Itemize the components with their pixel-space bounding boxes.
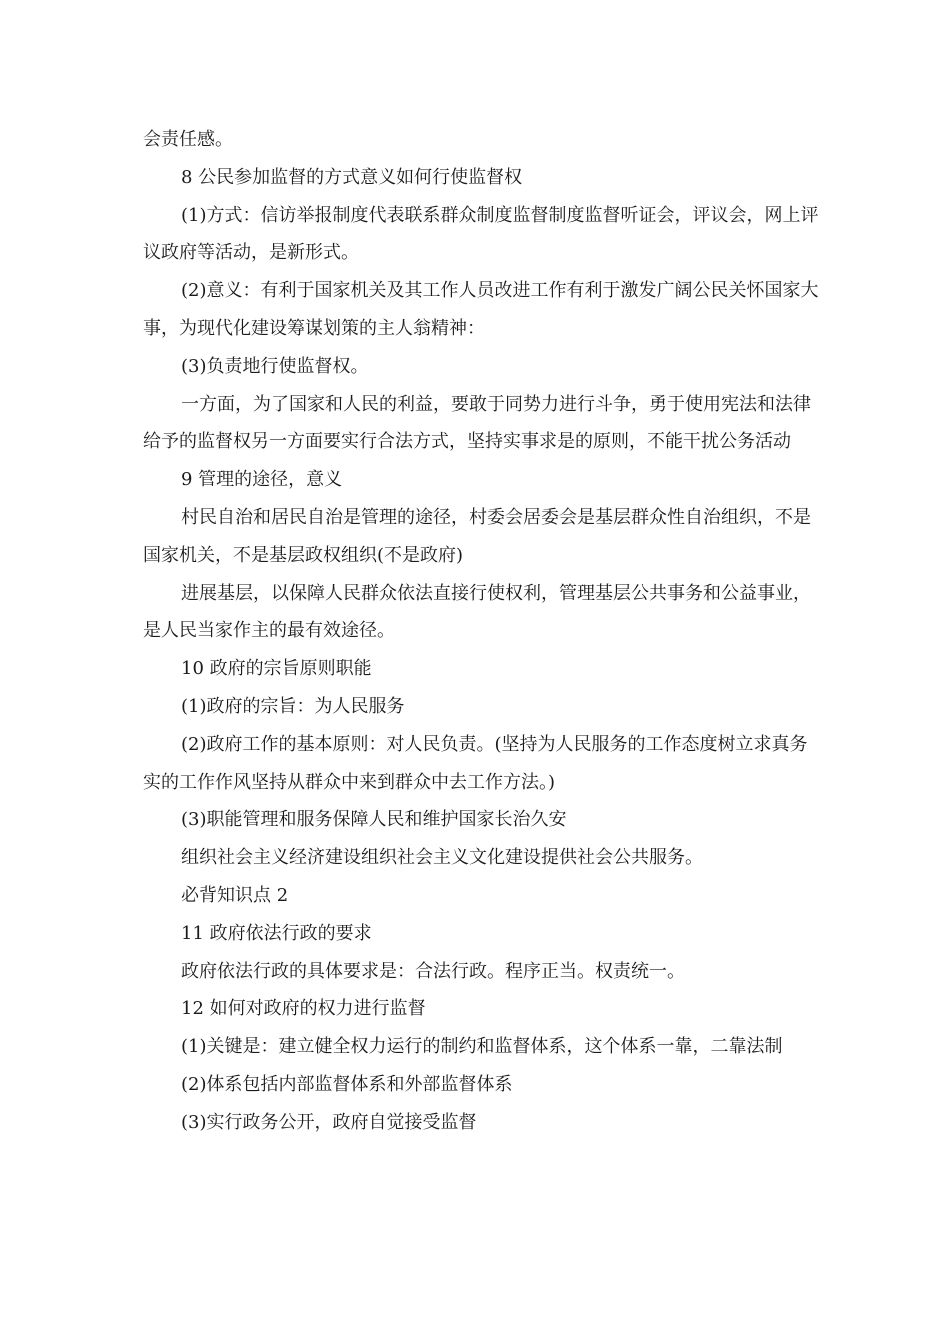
paragraph-key: (1)关键是：建立健全权力运行的制约和监督体系，这个体系一靠，二靠法制 xyxy=(181,1036,783,1058)
heading-item-11: 11 政府依法行政的要求 xyxy=(181,922,372,944)
paragraph-on-one-hand: 一方面，为了国家和人民的利益，要敢于同势力进行斗争，勇于使用宪法和法律给予的监督权另一方面要实行合法方式，坚持实事求是的原则，不能干扰公务活动 xyxy=(143,393,811,453)
document-body xyxy=(143,121,823,1142)
heading-item-9: 9 管理的途径，意义 xyxy=(181,469,343,491)
heading-item-10: 10 政府的宗旨原则职能 xyxy=(181,658,372,680)
paragraph-continuation: 会责任感。 xyxy=(143,129,233,150)
paragraph-grassroots: 进展基层，以保障人民群众依法直接行使权利，管理基层公共事务和公益事业，是人民当家作主的最有效途径。 xyxy=(143,582,811,642)
paragraph-methods: (1)方式：信访举报制度代表联系群众制度监督制度监督听证会，评议会，网上评议政府等活动，是新形式。 xyxy=(143,204,819,264)
paragraph-significance: (2)意义：有利于国家机关及其工作人员改进工作有利于激发广阔公民关怀国家大事，为现代化建设筹谋划策的主人翁精神： xyxy=(143,280,819,339)
paragraph-purpose: (1)政府的宗旨：为人民服务 xyxy=(181,695,405,717)
paragraph-requirements: 政府依法行政的具体要求是：合法行政。程序正当。权责统一。 xyxy=(181,960,685,982)
section-title-2: 必背知识点 2 xyxy=(181,884,289,906)
paragraph-self-governance: 村民自治和居民自治是管理的途径，村委会居委会是基层群众性自治组织，不是国家机关，不是基层政权组织(不是政府) xyxy=(143,506,811,566)
paragraph-openness: (3)实行政务公开，政府自觉接受监督 xyxy=(181,1111,477,1133)
paragraph-exercise-supervision: (3)负责地行使监督权。 xyxy=(181,355,369,377)
heading-item-8: 8 公民参加监督的方式意义如何行使监督权 xyxy=(181,166,523,188)
paragraph-principle: (2)政府工作的基本原则：对人民负责。(坚持为人民服务的工作态度树立求真务实的工作作风坚持从群众中来到群众中去工作方法。) xyxy=(143,733,808,793)
heading-item-12: 12 如何对政府的权力进行监督 xyxy=(181,998,426,1020)
paragraph-organize: 组织社会主义经济建设组织社会主义文化建设提供社会公共服务。 xyxy=(181,847,703,869)
paragraph-functions: (3)职能管理和服务保障人民和维护国家长治久安 xyxy=(181,809,567,831)
paragraph-system: (2)体系包括内部监督体系和外部监督体系 xyxy=(181,1073,513,1095)
